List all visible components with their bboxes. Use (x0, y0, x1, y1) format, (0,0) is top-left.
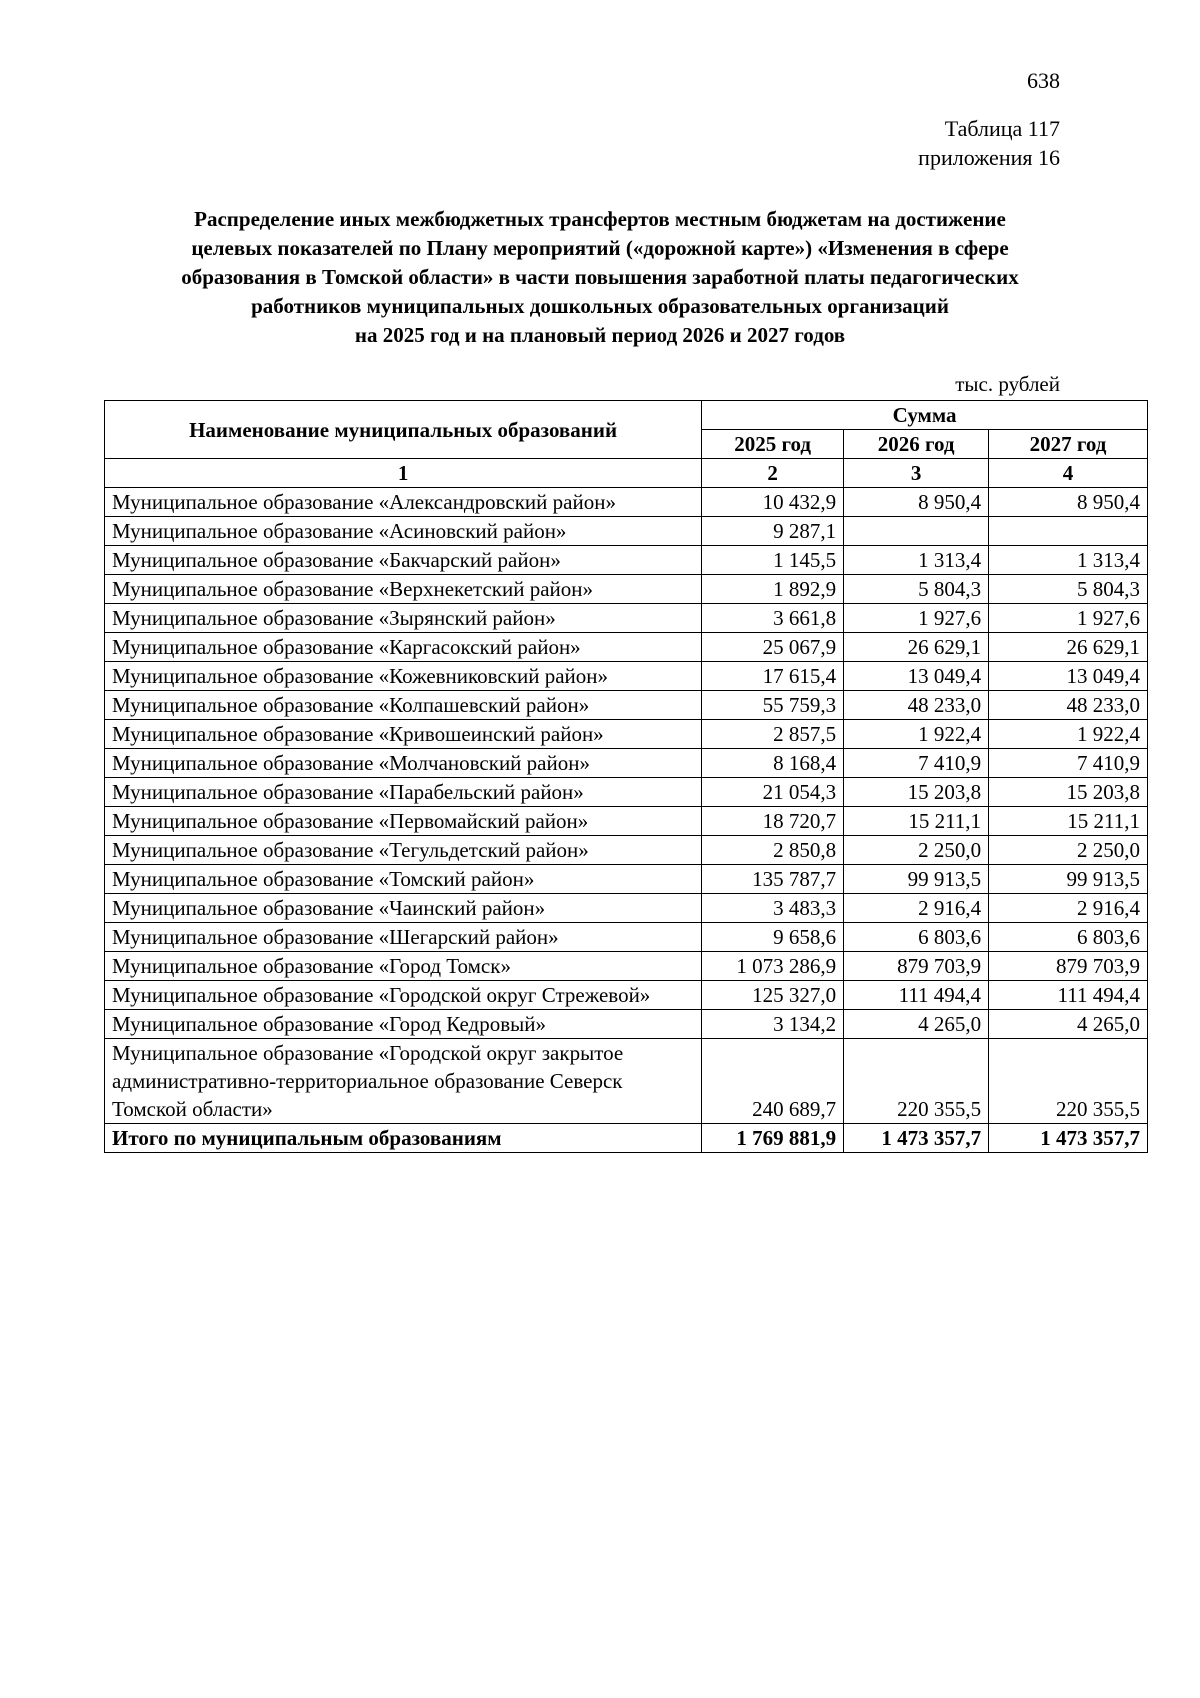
table-row (105, 633, 1148, 662)
value-2025: 9 287,1 (702, 517, 844, 546)
header-2027: 2027 год (989, 430, 1148, 459)
table-ref-line1: Таблица 117 (944, 116, 1060, 141)
page-number: 638 (1027, 68, 1060, 93)
value-2025: 25 067,9 (702, 633, 844, 662)
table-row (105, 488, 1148, 517)
value-2026: 99 913,5 (844, 865, 989, 894)
table-ref-line2: приложения 16 (918, 145, 1060, 170)
value-2027 (989, 517, 1148, 546)
value-2027: 111 494,4 (989, 981, 1148, 1010)
value-2026: 879 703,9 (844, 952, 989, 981)
column-number-4: 4 (989, 459, 1148, 488)
value-2027: 13 049,4 (989, 662, 1148, 691)
column-number-1: 1 (105, 459, 702, 488)
value-2026: 1 927,6 (844, 604, 989, 633)
value-2025: 2 850,8 (702, 836, 844, 865)
value-2026: 6 803,6 (844, 923, 989, 952)
table-row (105, 749, 1148, 778)
value-2025: 9 658,6 (702, 923, 844, 952)
table-row (105, 952, 1148, 981)
municipality-name: Муниципальное образование «Городской округ закрытое административно-территориальное образование Северск Томской области» (105, 1039, 702, 1124)
value-2027: 5 804,3 (989, 575, 1148, 604)
value-2025: 10 432,9 (702, 488, 844, 517)
total-label: Итого по муниципальным образованиям (105, 1124, 702, 1153)
value-2025: 8 168,4 (702, 749, 844, 778)
municipality-name: Муниципальное образование «Верхнекетский район» (105, 575, 702, 604)
value-2026: 1 313,4 (844, 546, 989, 575)
table-row (105, 517, 1148, 546)
value-2027: 7 410,9 (989, 749, 1148, 778)
column-number-2: 2 (702, 459, 844, 488)
municipality-name: Муниципальное образование «Городской округ Стрежевой» (105, 981, 702, 1010)
value-2025: 2 857,5 (702, 720, 844, 749)
document-title (130, 205, 1070, 350)
municipality-name: Муниципальное образование «Бакчарский район» (105, 546, 702, 575)
total-row (105, 1124, 1148, 1153)
municipality-name: Муниципальное образование «Парабельский район» (105, 778, 702, 807)
value-2025: 240 689,7 (702, 1039, 844, 1124)
total-2026: 1 473 357,7 (844, 1124, 989, 1153)
table-row (105, 720, 1148, 749)
value-2027: 879 703,9 (989, 952, 1148, 981)
value-2026: 15 203,8 (844, 778, 989, 807)
value-2025: 135 787,7 (702, 865, 844, 894)
value-2026: 8 950,4 (844, 488, 989, 517)
value-2025: 1 145,5 (702, 546, 844, 575)
value-2027: 1 927,6 (989, 604, 1148, 633)
value-2026: 220 355,5 (844, 1039, 989, 1124)
distribution-table (104, 400, 1148, 1153)
municipality-name: Муниципальное образование «Колпашевский район» (105, 691, 702, 720)
municipality-name: Муниципальное образование «Шегарский район» (105, 923, 702, 952)
title-line5: на 2025 год и на плановый период 2026 и 2027 годов (354, 323, 846, 347)
header-sum: Сумма (702, 401, 1148, 430)
table-row (105, 1039, 1148, 1124)
value-2026 (844, 517, 989, 546)
value-2027: 1 313,4 (989, 546, 1148, 575)
value-2027: 15 203,8 (989, 778, 1148, 807)
header-2026: 2026 год (844, 430, 989, 459)
municipality-name: Муниципальное образование «Город Кедровый» (105, 1010, 702, 1039)
table-row (105, 604, 1148, 633)
value-2026: 1 922,4 (844, 720, 989, 749)
value-2026: 13 049,4 (844, 662, 989, 691)
municipality-name: Муниципальное образование «Зырянский район» (105, 604, 702, 633)
value-2027: 1 922,4 (989, 720, 1148, 749)
municipality-name: Муниципальное образование «Молчановский район» (105, 749, 702, 778)
municipality-name: Муниципальное образование «Каргасокский район» (105, 633, 702, 662)
value-2027: 220 355,5 (989, 1039, 1148, 1124)
column-number-3: 3 (844, 459, 989, 488)
value-2025: 1 073 286,9 (702, 952, 844, 981)
table-row (105, 894, 1148, 923)
value-2027: 4 265,0 (989, 1010, 1148, 1039)
value-2026: 2 916,4 (844, 894, 989, 923)
value-2026: 7 410,9 (844, 749, 989, 778)
header-name-column: Наименование муниципальных образований (105, 401, 702, 459)
table-row (105, 546, 1148, 575)
municipality-name: Муниципальное образование «Александровский район» (105, 488, 702, 517)
value-2026: 26 629,1 (844, 633, 989, 662)
value-2027: 8 950,4 (989, 488, 1148, 517)
title-line3: образования в Томской области» в части повышения заработной платы педагогических (181, 265, 1019, 289)
table-row (105, 778, 1148, 807)
value-2027: 6 803,6 (989, 923, 1148, 952)
title-line1: Распределение иных межбюджетных трансфертов местным бюджетам на достижение (194, 207, 1006, 231)
value-2025: 125 327,0 (702, 981, 844, 1010)
total-2025: 1 769 881,9 (702, 1124, 844, 1153)
value-2025: 3 134,2 (702, 1010, 844, 1039)
table-row (105, 1010, 1148, 1039)
table-row (105, 865, 1148, 894)
value-2027: 26 629,1 (989, 633, 1148, 662)
municipality-name: Муниципальное образование «Первомайский район» (105, 807, 702, 836)
value-2027: 48 233,0 (989, 691, 1148, 720)
table-row (105, 662, 1148, 691)
table-row (105, 981, 1148, 1010)
table-row (105, 923, 1148, 952)
title-line4: работников муниципальных дошкольных образовательных организаций (251, 294, 949, 318)
table-row (105, 836, 1148, 865)
table-reference (918, 114, 1060, 172)
value-2027: 15 211,1 (989, 807, 1148, 836)
value-2027: 2 250,0 (989, 836, 1148, 865)
value-2026: 111 494,4 (844, 981, 989, 1010)
municipality-name: Муниципальное образование «Кривошеинский район» (105, 720, 702, 749)
header-2025: 2025 год (702, 430, 844, 459)
value-2025: 17 615,4 (702, 662, 844, 691)
units-label: тыс. рублей (955, 372, 1060, 396)
table-body (105, 488, 1148, 1124)
value-2025: 18 720,7 (702, 807, 844, 836)
value-2027: 99 913,5 (989, 865, 1148, 894)
table-row (105, 691, 1148, 720)
municipality-name: Муниципальное образование «Томский район» (105, 865, 702, 894)
municipality-name: Муниципальное образование «Тегульдетский район» (105, 836, 702, 865)
value-2027: 2 916,4 (989, 894, 1148, 923)
value-2025: 3 483,3 (702, 894, 844, 923)
table-row (105, 807, 1148, 836)
value-2025: 55 759,3 (702, 691, 844, 720)
municipality-name: Муниципальное образование «Асиновский район» (105, 517, 702, 546)
value-2025: 21 054,3 (702, 778, 844, 807)
table-row (105, 575, 1148, 604)
value-2026: 15 211,1 (844, 807, 989, 836)
municipality-name: Муниципальное образование «Кожевниковский район» (105, 662, 702, 691)
value-2025: 1 892,9 (702, 575, 844, 604)
value-2025: 3 661,8 (702, 604, 844, 633)
total-2027: 1 473 357,7 (989, 1124, 1148, 1153)
value-2026: 48 233,0 (844, 691, 989, 720)
municipality-name: Муниципальное образование «Город Томск» (105, 952, 702, 981)
value-2026: 2 250,0 (844, 836, 989, 865)
value-2026: 5 804,3 (844, 575, 989, 604)
title-line2: целевых показателей по Плану мероприятий («дорожной карте») «Изменения в сфере (191, 236, 1009, 260)
municipality-name: Муниципальное образование «Чаинский район» (105, 894, 702, 923)
value-2026: 4 265,0 (844, 1010, 989, 1039)
